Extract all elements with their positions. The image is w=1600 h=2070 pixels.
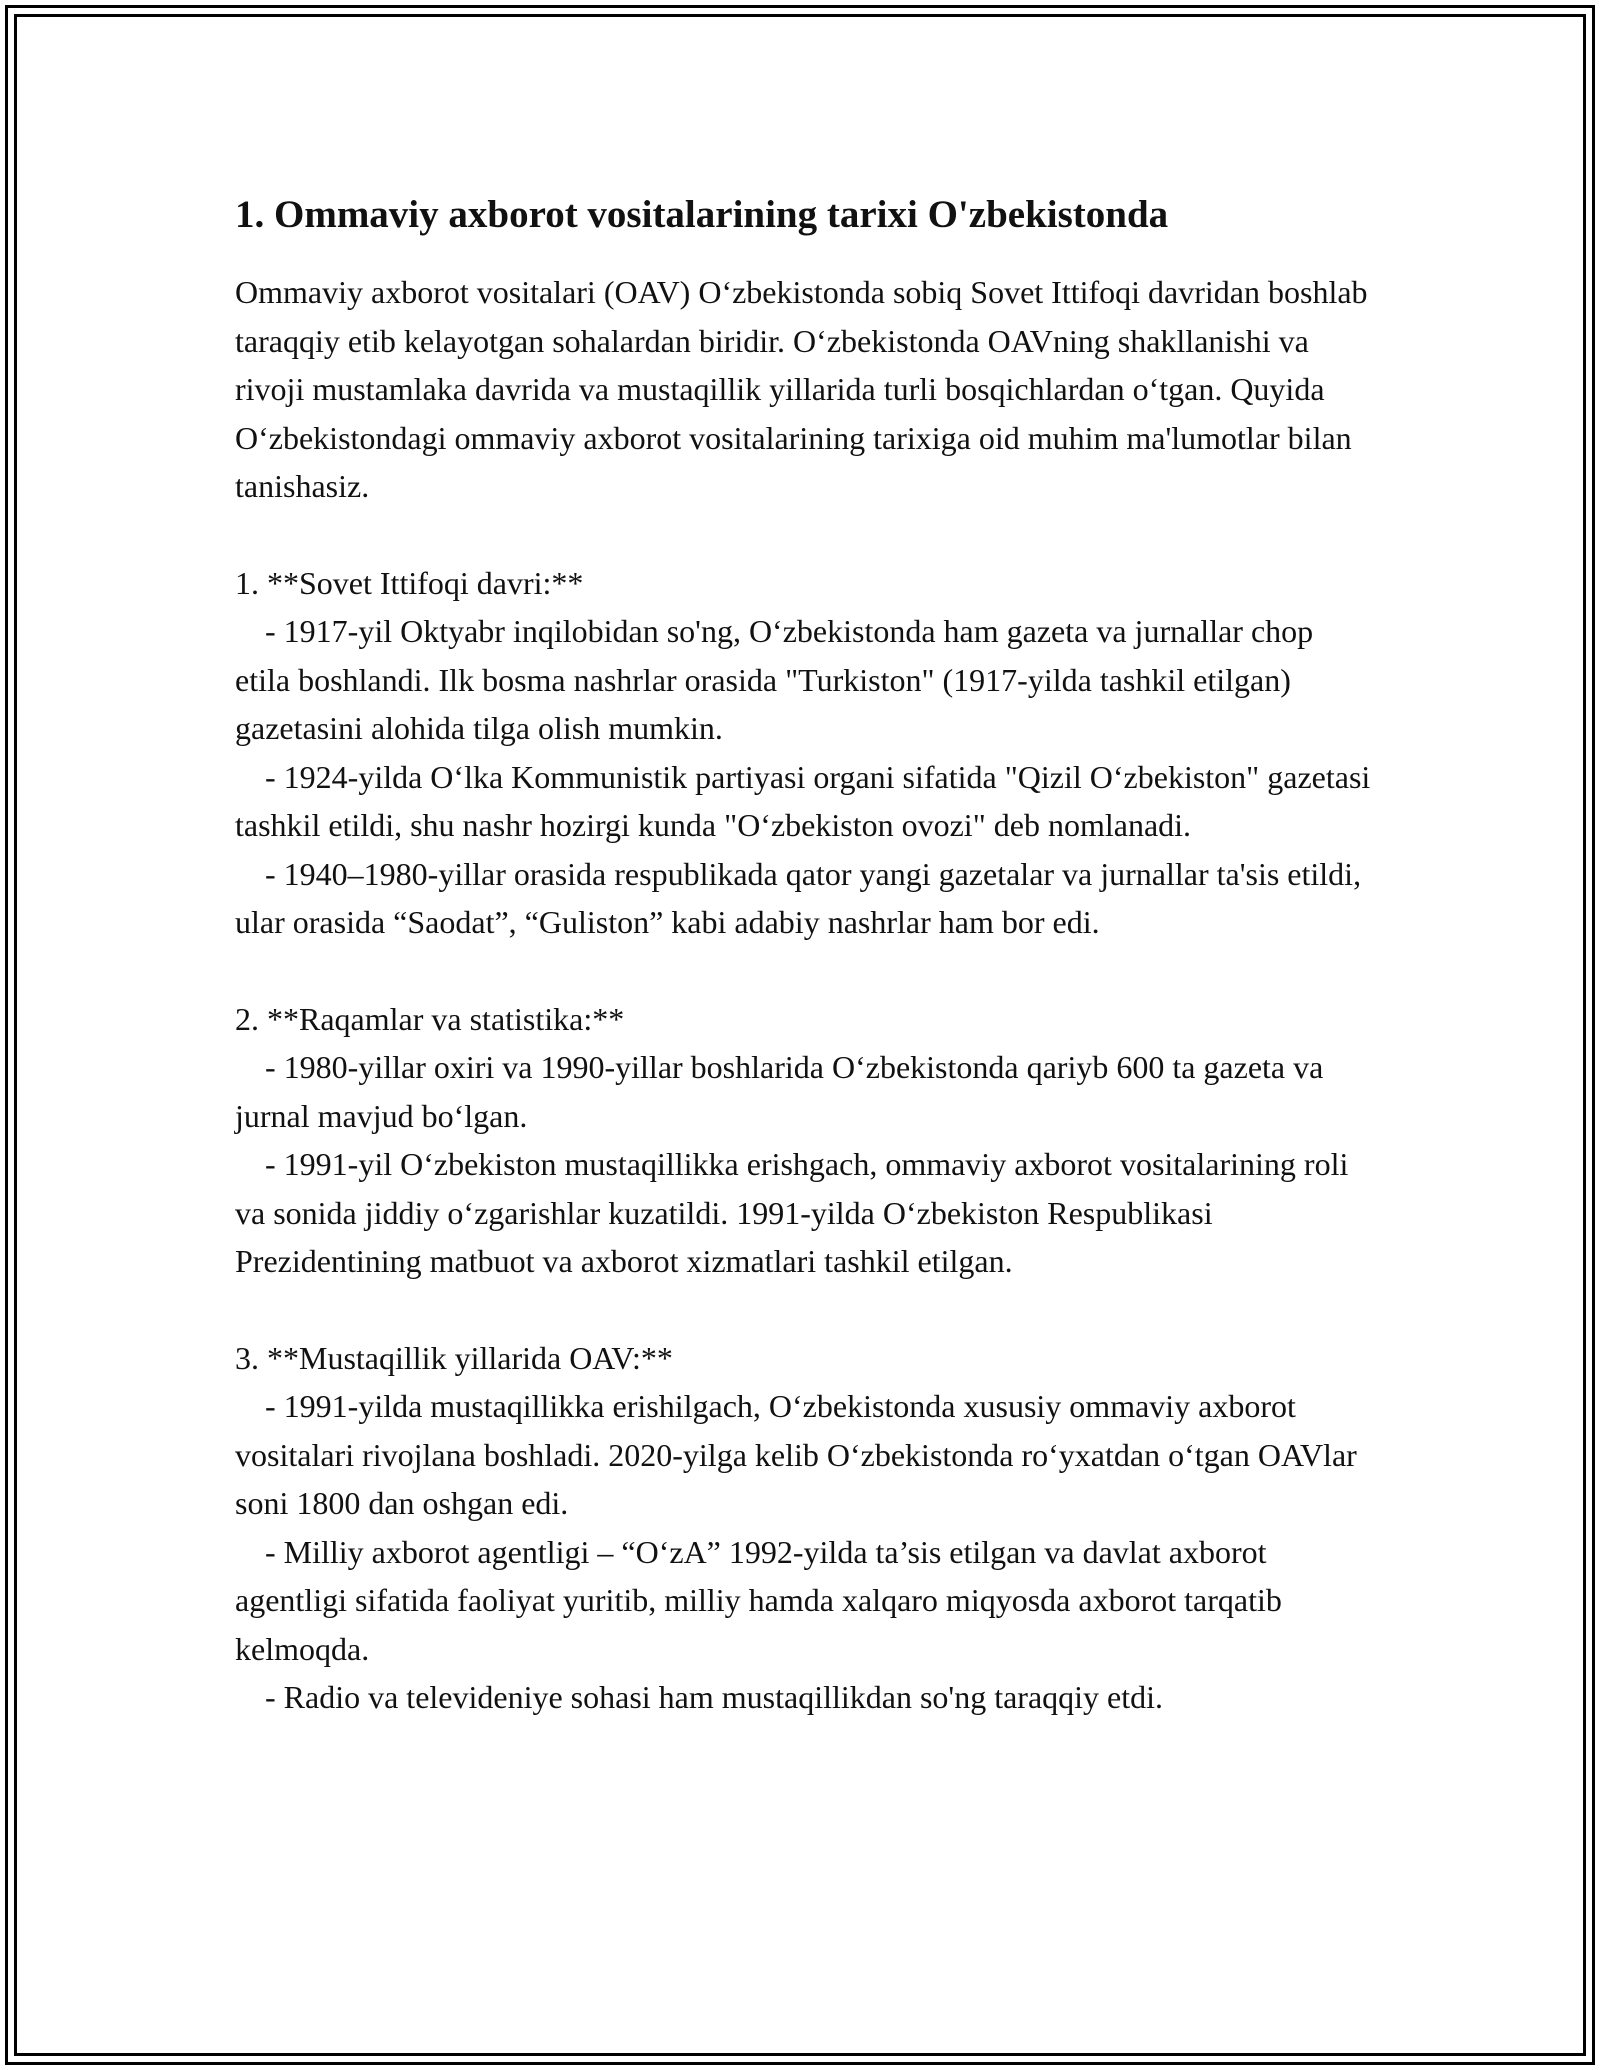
section-soviet-period [235,559,1375,947]
list-item: - 1980-yillar oxiri va 1990-yillar boshlarida O‘zbekistonda qariyb 600 ta gazeta va jurnal mavjud bo‘lgan. [235,1049,1324,1134]
section-heading: 3. **Mustaqillik yillarida OAV:** [235,1339,673,1376]
list-item: - 1940–1980-yillar orasida respublikada qator yangi gazetalar va jurnallar ta'sis etildi, ular orasida “Saodat”, “Guliston” kabi adabiy nashrlar ham bor edi. [235,855,1362,940]
list-item: - 1917-yil Oktyabr inqilobidan so'ng, O‘zbekistonda ham gazeta va jurnallar chop etila boshlandi. Ilk bosma nashrlar orasida "Turkiston" (1917-yilda tashkil etilgan) gazetasini alohida tilga olish mumkin. [235,613,1314,746]
list-item: - 1991-yilda mustaqillikka erishilgach, O‘zbekistonda xususiy ommaviy axborot vositalari rivojlana boshladi. 2020-yilga kelib O‘zbekistonda ro‘yxatdan o‘tgan OAVlar soni 1800 dan oshgan edi. [235,1388,1357,1521]
intro-paragraph: Ommaviy axborot vositalari (OAV) O‘zbekistonda sobiq Sovet Ittifoqi davridan boshlab taraqqiy etib kelayotgan sohalardan biridir. O‘zbekistonda OAVning shakllanishi va rivoji mustamlaka davrida va mustaqillik yillarida turli bosqichlardan o‘tgan. Quyida O‘zbekistondagi ommaviy axborot vositalarining tarixiga oid muhim ma'lumotlar bilan tanishasiz. [235,274,1368,504]
document-body [235,190,1375,1770]
list-item: - 1924-yilda O‘lka Kommunistik partiyasi organi sifatida "Qizil O‘zbekiston" gazetasi tashkil etildi, shu nashr hozirgi kunda "O‘zbekiston ovozi" deb nomlanadi. [235,758,1371,843]
list-item: - Milliy axborot agentligi – “O‘zA” 1992-yilda ta’sis etilgan va davlat axborot agentligi sifatida faoliyat yuritib, milliy hamda xalqaro miqyosda axborot tarqatib kelmoqda. [235,1533,1282,1667]
section-heading: 1. **Sovet Ittifoqi davri:** [235,564,584,601]
section-heading: 2. **Raqamlar va statistika:** [235,1000,625,1037]
section-independence-period [235,1334,1375,1722]
list-item: - 1991-yil O‘zbekiston mustaqillikka erishgach, ommaviy axborot vositalarining roli va sonida jiddiy o‘zgarishlar kuzatildi. 1991-yilda O‘zbekiston Respublikasi Prezidentining matbuot va axborot xizmatlari tashkil etilgan. [235,1146,1349,1279]
list-item: - Radio va televideniye sohasi ham mustaqillikdan so'ng taraqqiy etdi. [265,1679,1164,1715]
section-statistics [235,995,1375,1286]
document-title: 1. Ommaviy axborot vositalarining tarixi O'zbekistonda [235,193,1169,236]
